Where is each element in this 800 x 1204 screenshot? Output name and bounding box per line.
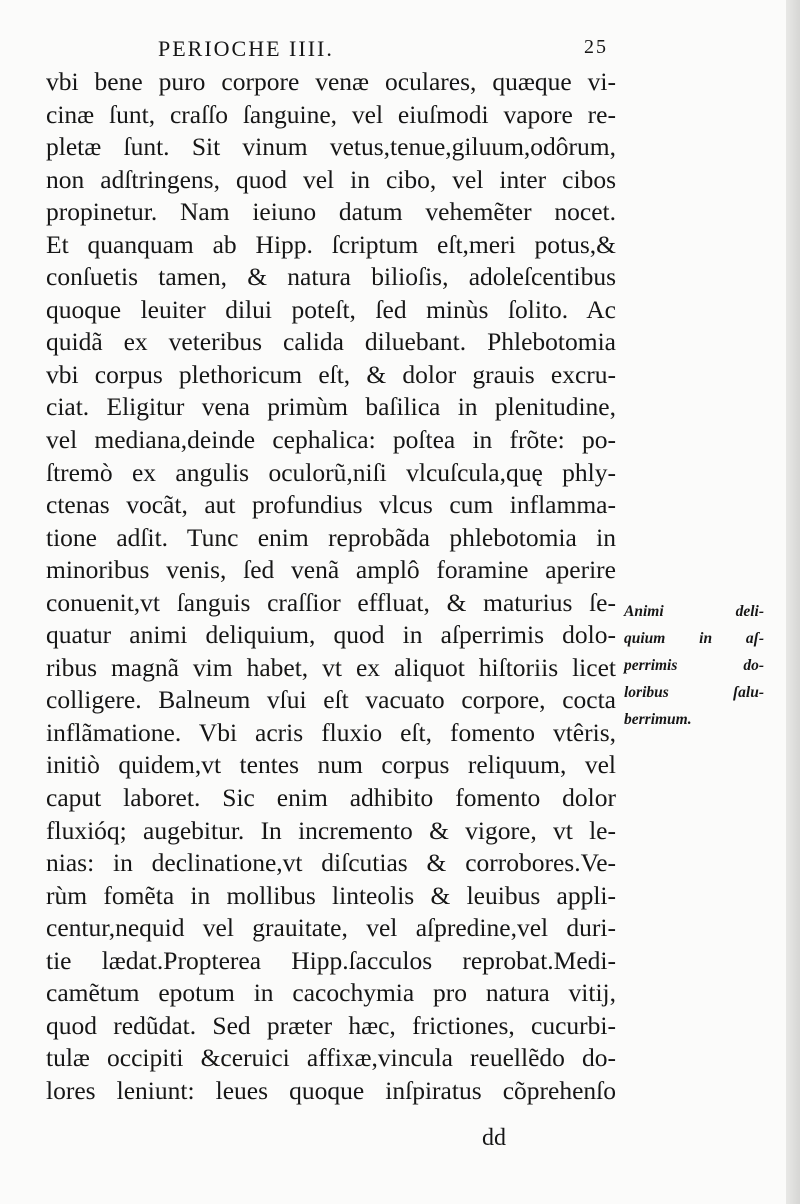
body-text <box>46 66 616 1108</box>
text-line: colligere. Balneum vſui eſt vacuato corpore, cocta <box>46 685 616 715</box>
text-line: initiò quidem,vt tentes num corpus reliquum, vel <box>46 750 616 780</box>
marginal-note-line: loribus ſalu- <box>624 684 764 701</box>
text-line: tione adſit. Tunc enim reprobãda phlebotomia in <box>46 522 616 552</box>
text-line: pletæ ſunt. Sit vinum vetus,tenue,giluum,odôrum, <box>46 132 616 162</box>
text-line: cinæ ſunt, craſſo ſanguine, vel eiuſmodi vapore re- <box>46 99 616 129</box>
marginal-note-line: quium in aſ- <box>624 630 764 647</box>
text-line: conuenit,vt ſanguis craſſior effluat, & maturius ſe- <box>46 587 616 617</box>
text-line: camẽtum epotum in cacochymia pro natura vitij, <box>46 978 616 1008</box>
page-header <box>158 36 608 66</box>
text-line: quidã ex veteribus calida diluebant. Phlebotomia <box>46 327 616 357</box>
text-line: caput laboret. Sic enim adhibito fomento dolor <box>46 783 616 813</box>
text-line: inflãmatione. Vbi acris fluxio eſt, fomento vtêris, <box>46 717 616 747</box>
text-line: ctenas vocãt, aut profundius vlcus cum inflamma- <box>46 490 616 520</box>
marginal-note-line: Animi deli- <box>624 603 764 620</box>
text-line: ſtremò ex angulis oculorũ,niſi vlcuſcula,quę phly- <box>46 457 616 487</box>
text-line: tie lædat.Propterea Hipp.ſacculos reprobat.Medi- <box>46 945 616 975</box>
text-line: nias: in declinatione,vt diſcutias & corrobores.Ve- <box>46 848 616 878</box>
signature-mark: dd <box>482 1125 506 1151</box>
text-line: centur,nequid vel grauitate, vel aſpredine,vel duri- <box>46 913 616 943</box>
text-line: quod redũdat. Sed præter hæc, frictiones, cucurbi- <box>46 1010 616 1040</box>
text-line: vbi corpus plethoricum eſt, & dolor grauis excru- <box>46 359 616 389</box>
text-line: vel mediana,deinde cephalica: poſtea in frõte: po- <box>46 425 616 455</box>
text-line: quatur animi deliquium, quod in aſperrimis dolo- <box>46 620 616 650</box>
marginal-note-line: berrimum. <box>624 711 692 728</box>
text-line: tulæ occipiti &ceruici affixæ,vincula reuellẽdo do- <box>46 1043 616 1073</box>
text-line: conſuetis tamen, & natura bilioſis, adoleſcentibus <box>46 262 616 292</box>
text-line: ciat. Eligitur vena primùm baſilica in plenitudine, <box>46 392 616 422</box>
text-line: fluxióq; augebitur. In incremento & vigore, vt le- <box>46 815 616 845</box>
text-line: rùm fomẽta in mollibus linteolis & leuibus appli- <box>46 880 616 910</box>
text-line: vbi bene puro corpore venæ oculares, quæque vi- <box>46 67 616 96</box>
text-line: lores leniunt: leues quoque inſpiratus cõprehenſo <box>46 1075 616 1105</box>
text-line: minoribus venis, ſed venã amplô foramine aperire <box>46 555 616 585</box>
marginal-note <box>624 598 794 733</box>
text-line: Et quanquam ab Hipp. ſcriptum eſt,meri potus,& <box>46 229 616 259</box>
marginal-note-line: perrimis do- <box>624 657 764 674</box>
folio-number: 25 <box>584 36 608 58</box>
running-title: PERIOCHE IIII. <box>158 36 334 61</box>
text-line: ribus magnã vim habet, vt ex aliquot hiſtoriis licet <box>46 652 616 682</box>
text-line: non adſtringens, quod vel in cibo, vel inter cibos <box>46 164 616 194</box>
text-line: quoque leuiter dilui poteſt, ſed minùs ſolito. Ac <box>46 294 616 324</box>
text-line: propinetur. Nam ieiuno datum vehemẽter nocet. <box>46 197 616 227</box>
